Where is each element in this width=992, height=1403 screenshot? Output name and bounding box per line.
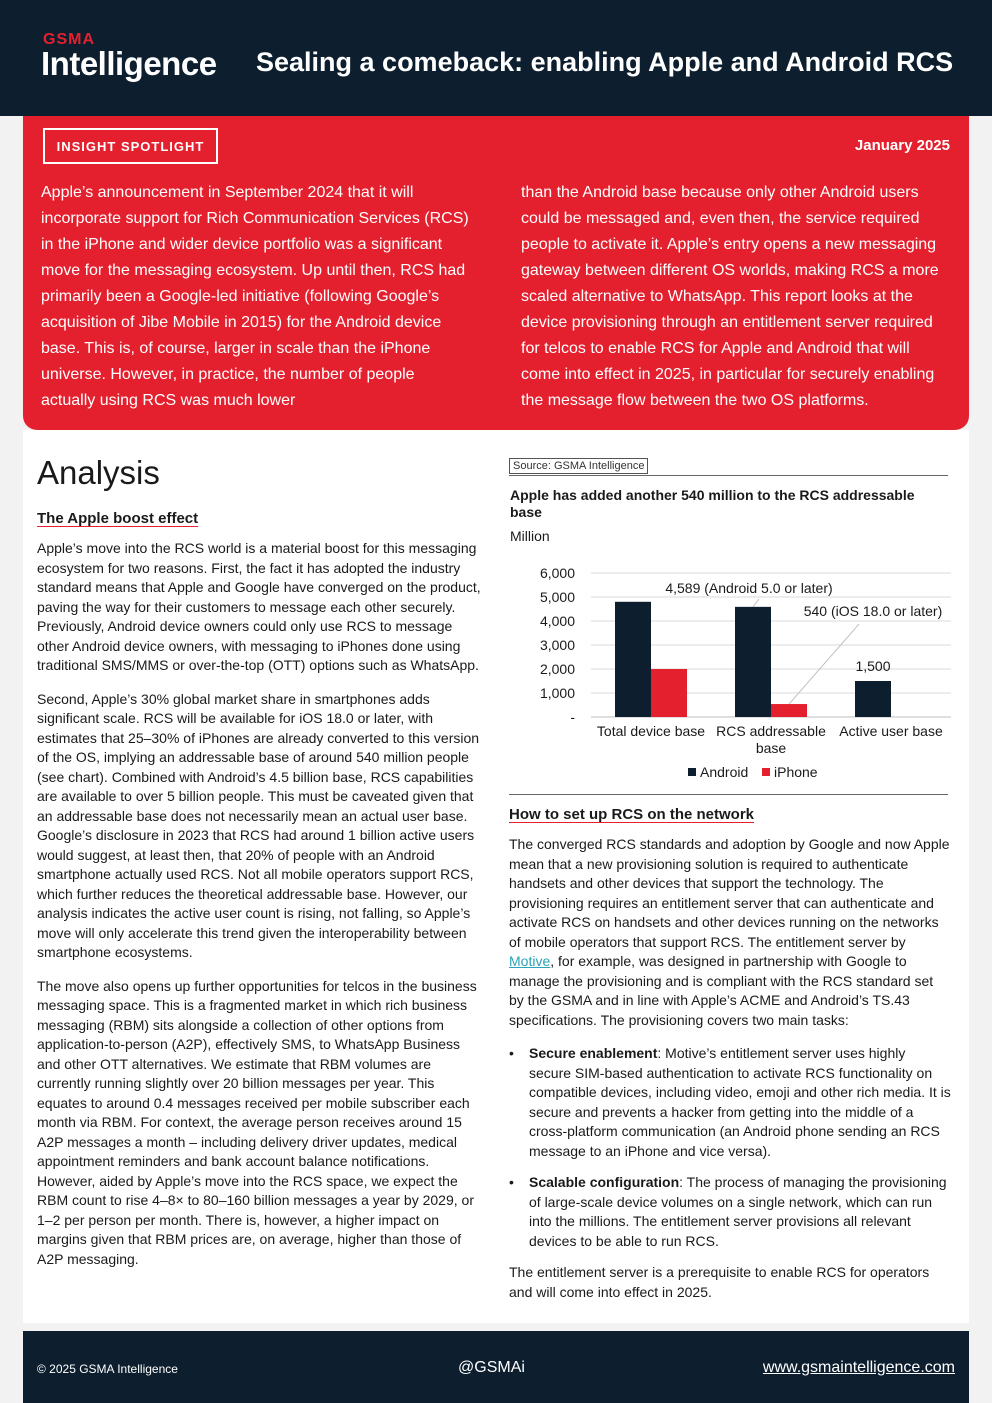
annotation-leader — [753, 599, 759, 607]
bar-iphone — [651, 669, 687, 717]
intro-panel — [23, 116, 969, 430]
data-label: 1,500 — [855, 658, 891, 674]
section-heading-analysis: Analysis — [37, 454, 160, 491]
bullet-icon: • — [509, 1045, 514, 1061]
brand-logo-intelligence: Intelligence — [41, 45, 217, 82]
paragraph: Second, Apple’s 30% global market share in smartphones adds significant scale. RCS will be available for iOS 18.0 or later, with estimates that 25–30% of iPhones are already converted to this version of the OS, implying an addressable base of around 540 million people (see chart). Combined with Android’s 4.5 billion base, RCS capabilities are available to over 5 billion people. This must be caveated given that an addressable base does not necessarily mean an actual user base. Google’s disclosure in 2023 that RCS had around 1 billion active users would suggest, at least then, that 20% of people with an Android smartphone actually used RCS. Not all mobile operators support RCS, which further reduces the theoretical addressable base. However, our analysis indicates the active user count is rising, not falling, so Apple’s move will only accelerate this trend given the interoperability between smartphone ecosystems. — [37, 690, 480, 960]
list-item — [509, 1173, 951, 1251]
bullet-text: : The process of managing the provisioning of large-scale device volumes on a single network, which can run into the millions. The entitlement server provisions all relevant devices to be able to run RCS. — [529, 1174, 947, 1249]
y-tick-label: 3,000 — [539, 637, 575, 653]
paragraph: The move also opens up further opportunities for telcos in the business messaging space. This is a fragmented market in which rich business messaging (RBM) sits alongside a collection of other options from application-to-person (A2P), effectively SMS, to WhatsApp Business and other OTT alternatives. We estimate that RBM volumes are currently running slightly over 20 billion messages per year. This equates to around 0.4 messages received per mobile subscriber each month via RBM. For context, the average person receives around 15 A2P messages a month – including delivery driver updates, medical appointment reminders and bank account balance notifications. However, aided by Apple’s move into the RCS space, we expect the RBM count to rise 4–8× to 80–160 billion messages a year by 2029, or 1–2 per person per month. There is, however, a higher impact on margins given that RBM prices are, on average, higher than those of A2P messaging. — [37, 977, 477, 1267]
subhead-apple-boost: The Apple boost effect — [37, 510, 199, 527]
social-handle: @GSMAi — [458, 1359, 525, 1376]
data-label: 4,589 (Android 5.0 or later) — [665, 579, 833, 596]
bullet-title: Secure enablement — [529, 1045, 658, 1061]
left-column — [37, 510, 484, 1283]
legend-swatch — [762, 768, 770, 776]
x-tick-label: base — [755, 740, 787, 756]
publication-date: January 2025 — [854, 137, 950, 154]
legend-label: iPhone — [774, 764, 818, 780]
brand-logo-gsma: GSMA — [43, 31, 95, 48]
right-column — [509, 806, 951, 1316]
y-tick-label: 5,000 — [539, 589, 575, 605]
chart-source: Source: GSMA Intelligence — [509, 458, 648, 474]
insight-badge: INSIGHT SPOTLIGHT — [43, 128, 218, 164]
bar-chart — [503, 555, 953, 790]
paragraph-text: The converged RCS standards and adoption by Google and now Apple mean that a new provisioning solution is required to authenticate handsets and other devices that support the technology. The provisioning requires an entitlement server that can authenticate and activate RCS on handsets and other devices running on the networks of mobile operators that support RCS. The entitlement server by — [509, 836, 950, 950]
y-tick-label: 6,000 — [539, 565, 575, 581]
x-tick-label: Active user base — [839, 723, 943, 739]
bar-android — [735, 607, 771, 717]
legend-swatch — [688, 768, 696, 776]
paragraph: The entitlement server is a prerequisite to enable RCS for operators and will come into effect in 2025. — [509, 1264, 930, 1300]
annotation-leader — [789, 624, 859, 704]
page-title: Sealing a comeback: enabling Apple and Android RCS — [256, 47, 954, 77]
subhead-setup-rcs: How to set up RCS on the network — [509, 806, 755, 823]
bar-iphone — [771, 704, 807, 717]
page-footer — [23, 1331, 969, 1403]
chart-bottom-rule — [509, 794, 948, 795]
y-tick-label: 4,000 — [539, 613, 575, 629]
motive-link[interactable]: Motive — [509, 953, 551, 969]
y-tick-label: - — [570, 709, 575, 725]
website-link[interactable]: www.gsmaintelligence.com — [762, 1359, 955, 1376]
chart-y-unit: Million — [510, 528, 550, 544]
intro-text-right: than the Android base because only other Android users could be messaged and, even then, the service required people to activate it. Apple’s entry opens a new messaging gateway between different OS worlds, making RCS a more scaled alternative to WhatsApp. This report looks at the device provisioning through an entitlement server required for telcos to enable RCS for Apple and Android that will come into effect in 2025, in particular for securely enabling the message flow between the two OS platforms. — [521, 184, 939, 409]
paragraph-text: , for example, was designed in partnership with Google to manage the provisioning and is compliant with the RCS standard set by the GSMA and in line with Apple’s ACME and Android’s TS.43 specifications. The provisioning covers two main tasks: — [509, 953, 934, 1028]
chart-top-rule — [509, 475, 948, 476]
x-tick-label: Total device base — [596, 723, 706, 739]
paragraph: Apple’s move into the RCS world is a material boost for this messaging ecosystem for two reasons. First, the fact it has adopted the industry standard means that Apple and Google have converged on the product, paving the way for their customers to message each other securely. Previously, Android device owners could only use RCS to message other Android device owners, with messaging to iPhones done using traditional SMS/MMS or over-the-top (OTT) options such as WhatsApp. — [37, 540, 481, 673]
bullet-list — [509, 1044, 951, 1251]
bar-android — [855, 681, 891, 717]
content-body — [23, 430, 969, 1323]
intro-text-left: Apple’s announcement in September 2024 that it will incorporate support for Rich Communication Services (RCS) in the iPhone and wider device portfolio was a significant move for the messaging ecosystem. Up until then, RCS had primarily been a Google-led initiative (following Google’s acquisition of Jibe Mobile in 2015) for the Android device base. This is, of course, larger in scale than the iPhone universe. However, in practice, the number of people actually using RCS was much lower — [41, 184, 469, 409]
chart-title: Apple has added another 540 million to the RCS addressable base — [510, 487, 915, 520]
x-tick-label: RCS addressable — [716, 723, 826, 739]
page-header — [0, 0, 992, 116]
data-label: 540 (iOS 18.0 or later) — [803, 603, 943, 620]
bullet-icon: • — [509, 1174, 514, 1190]
y-tick-label: 2,000 — [539, 661, 575, 677]
list-item — [509, 1044, 951, 1161]
legend-label: Android — [700, 764, 749, 780]
bar-android — [615, 602, 651, 717]
bullet-text: : Motive’s entitlement server uses highly secure SIM-based authentication to activate RCS functionality on compatible devices, including video, emoji and other rich media. It is secure and prevents a hacker from getting into the middle of a cross-platform communication (an Android phone sending an RCS message to an iPhone and vice versa). — [529, 1045, 951, 1159]
paragraph — [509, 835, 951, 1030]
copyright: © 2025 GSMA Intelligence — [37, 1362, 178, 1376]
y-tick-label: 1,000 — [539, 685, 575, 701]
bullet-title: Scalable configuration — [529, 1174, 680, 1190]
